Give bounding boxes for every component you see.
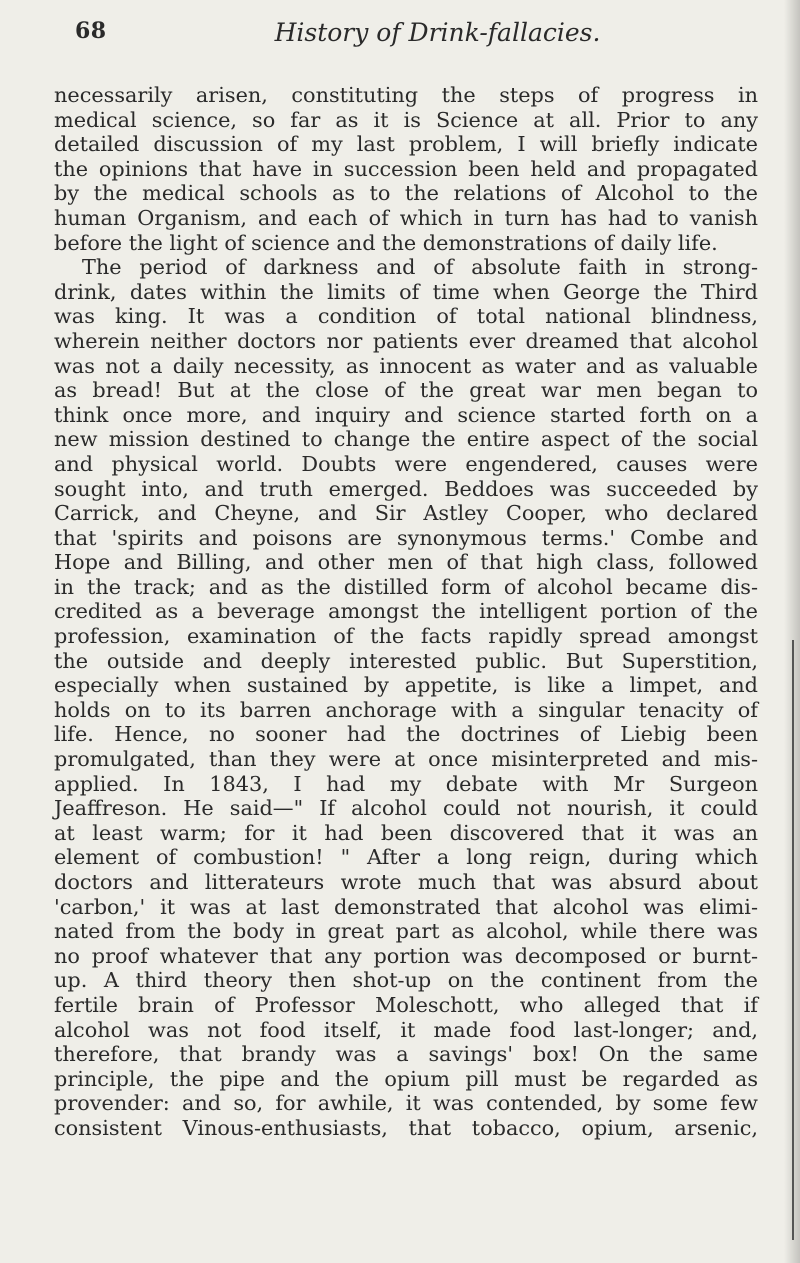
text-line: up. A third theory then shot-up on the continent from the [54,968,758,993]
text-line: Jeaffreson. He said—" If alcohol could not nourish, it could [54,796,758,821]
text-line: alcohol was not food itself, it made food last-longer; and, [54,1017,758,1042]
running-title: History of Drink-fallacies. [274,18,601,47]
page-header [75,18,760,58]
text-line: consistent Vinous-enthusiasts, that tobacco, opium, arsenic, [54,1115,758,1140]
text-line: fertile brain of Professor Moleschott, who alleged that if [54,992,758,1017]
text-line: medical science, so far as it is Science at all. Prior to any [54,107,758,132]
text-line: credited as a beverage amongst the intelligent portion of the [54,599,758,624]
text-line: Carrick, and Cheyne, and Sir Astley Cooper, who declared [54,501,758,526]
text-line: in the track; and as the distilled form of alcohol became dis- [54,574,758,599]
text-line: applied. In 1843, I had my debate with Mr Surgeon [54,771,758,796]
text-line: human Organism, and each of which in turn has had to vanish [54,205,758,230]
text-line: life. Hence, no sooner had the doctrines of Liebig been [54,722,758,747]
text-line: sought into, and truth emerged. Beddoes was succeeded by [54,476,758,501]
text-line: holds on to its barren anchorage with a singular tenacity of [54,697,758,722]
text-line: and physical world. Doubts were engendered, causes were [54,451,758,476]
text-line: promulgated, than they were at once misinterpreted and mis- [54,747,758,772]
text-line: drink, dates within the limits of time when George the Third [54,279,758,304]
text-line: think once more, and inquiry and science started forth on a [54,402,758,427]
text-line: before the light of science and the demonstrations of daily life. [54,230,718,255]
text-line: no proof whatever that any portion was decomposed or burnt- [54,943,758,968]
text-line: Hope and Billing, and other men of that high class, followed [54,550,758,575]
text-line: The period of darkness and of absolute faith in strong- [82,255,758,280]
text-line: profession, examination of the facts rapidly spread amongst [54,624,758,649]
text-line: wherein neither doctors nor patients ever dreamed that alcohol [54,328,758,353]
text-line: was not a daily necessity, as innocent as water and as valuable [54,353,758,378]
text-line: element of combustion! " After a long reign, during which [54,845,758,870]
text-line: that 'spirits and poisons are synonymous terms.' Combe and [54,525,758,550]
text-line: nated from the body in great part as alcohol, while there was [54,919,758,944]
text-line: at least warm; for it had been discovered that it was an [54,820,758,845]
page-edge-rule [792,640,794,1240]
text-line: doctors and litterateurs wrote much that was absurd about [54,870,758,894]
body-text [54,83,758,1141]
text-line: especially when sustained by appetite, is like a limpet, and [54,673,758,698]
text-line: the outside and deeply interested public. But Superstition, [54,648,758,673]
text-line: therefore, that brandy was a savings' box! On the same [54,1042,758,1067]
text-line: the opinions that have in succession been held and propagated [54,156,758,181]
text-line: 'carbon,' it was at last demonstrated that alcohol was elimi- [54,894,758,919]
text-line: principle, the pipe and the opium pill must be regarded as [54,1066,758,1091]
text-line: by the medical schools as to the relations of Alcohol to the [54,181,758,206]
text-line: new mission destined to change the entire aspect of the social [54,427,758,452]
text-line: provender: and so, for awhile, it was contended, by some few [54,1091,758,1116]
text-line: necessarily arisen, constituting the steps of progress in [54,83,758,107]
text-line: was king. It was a condition of total national blindness, [54,304,758,329]
page-number: 68 [75,18,107,44]
text-line: as bread! But at the close of the great war men began to [54,378,758,403]
text-line: detailed discussion of my last problem, I will briefly indicate [54,132,758,157]
